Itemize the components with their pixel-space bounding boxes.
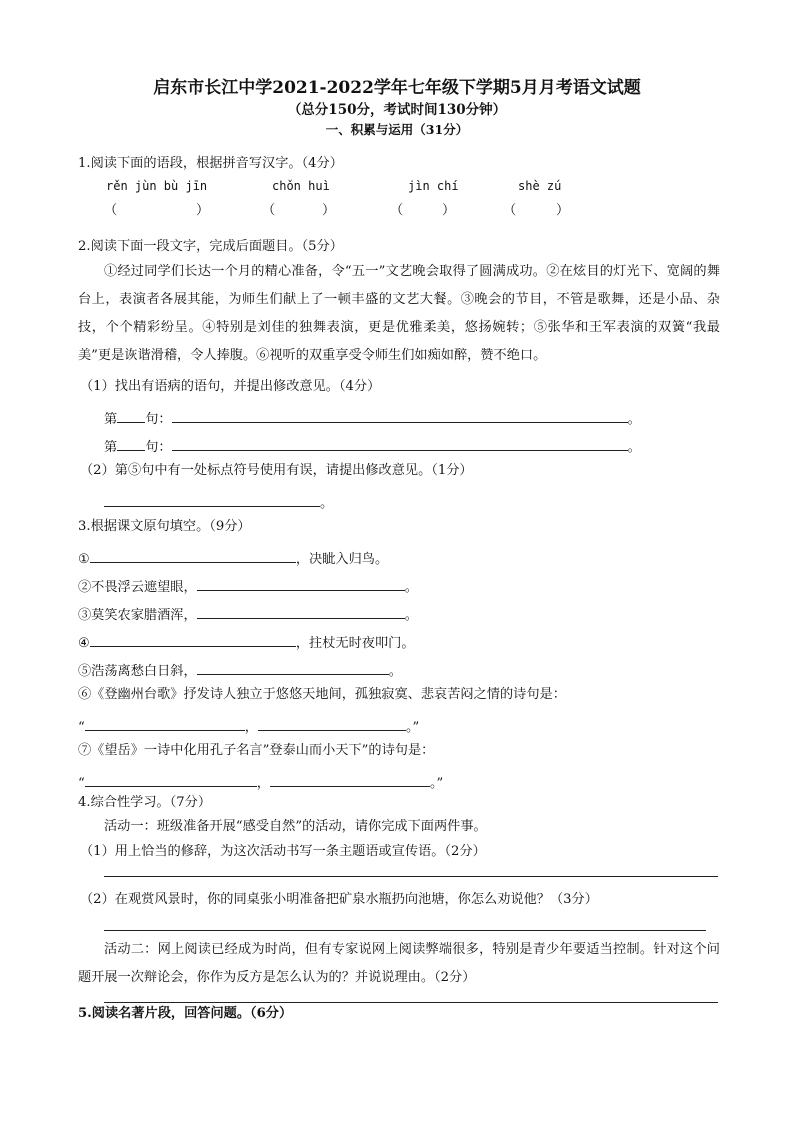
fill-blank[interactable] <box>197 660 389 675</box>
item-number: ① <box>78 552 90 567</box>
q1-pinyin-4: shè zú <box>518 179 562 193</box>
exam-title: 启东市长江中学2021-2022学年七年级下学期5月月考语文试题 <box>153 78 641 98</box>
fill-blank[interactable] <box>85 772 257 787</box>
q4-sub1: （1）用上恰当的修辞，为这次活动书写一条主题语或宣传语。（2分） <box>80 844 486 859</box>
item-text: ⑤浩荡离愁白日斜， <box>78 664 197 679</box>
q1-answer-close-1: ） <box>196 203 210 218</box>
q2-answer-line-1[interactable] <box>104 408 641 426</box>
comma: ， <box>244 720 258 735</box>
sentence-number-blank[interactable] <box>117 408 145 423</box>
q1-answer-close-3: ） <box>442 203 456 218</box>
line-period: 。 <box>627 412 641 427</box>
fill-blank[interactable] <box>197 604 405 619</box>
q4-sub2-answer-line[interactable] <box>104 930 706 931</box>
q1-stem: 1.阅读下面的语段，根据拼音写汉字。（4分） <box>78 156 343 171</box>
q3-item-7: ⑦《望岳》一诗中化用孔子名言”登泰山而小天下”的诗句是： <box>78 743 435 758</box>
q2-answer-line-2[interactable] <box>104 436 641 454</box>
item-text: ，拄杖无时夜叩门。 <box>295 636 415 651</box>
q1-pinyin-3: jìn chí <box>408 179 459 193</box>
q4-sub2: （2）在观赏风景时，你的同桌张小明准备把矿泉水瓶扔向池塘，你怎么劝说他？（3分） <box>80 892 598 907</box>
revision-blank[interactable] <box>172 408 628 423</box>
q4-sub1-answer-line[interactable] <box>104 876 718 877</box>
q3-item-3[interactable] <box>78 604 418 622</box>
fill-blank[interactable] <box>270 772 430 787</box>
quote-close: 。” <box>405 720 420 735</box>
q2-stem: 2.阅读下面一段文字，完成后面题目。（5分） <box>78 239 343 254</box>
fill-blank[interactable] <box>90 548 296 563</box>
item-text: ②不畏浮云遮望眼， <box>78 580 197 595</box>
q3-item-5[interactable] <box>78 660 402 678</box>
q3-item-7-answer[interactable] <box>78 772 443 790</box>
q3-item-2[interactable] <box>78 576 418 594</box>
q2-sub2: （2）第⑤句中有一处标点符号使用有误，请提出修改意见。（1分） <box>80 463 473 478</box>
line-prefix: 第 <box>104 412 118 427</box>
exam-subtitle: （总分150分，考试时间130分钟） <box>287 102 507 118</box>
line-mid: 句： <box>145 440 172 455</box>
item-period: 。 <box>404 580 418 595</box>
line-mid: 句： <box>145 412 172 427</box>
fill-blank[interactable] <box>197 576 405 591</box>
item-text: ③莫笑农家腊酒浑， <box>78 608 197 623</box>
q1-answer-open-4: （ <box>503 203 517 218</box>
fill-blank[interactable] <box>258 716 406 731</box>
section-heading: 一、积累与运用（31分） <box>325 122 469 137</box>
punctuation-blank[interactable] <box>104 492 320 507</box>
fill-blank[interactable] <box>90 632 296 647</box>
item-number: ④ <box>78 636 90 651</box>
q3-item-6-answer[interactable] <box>78 716 419 734</box>
q5-stem: 5.阅读名著片段，回答问题。（6分） <box>78 1006 293 1021</box>
q1-answer-open-3: （ <box>390 203 404 218</box>
item-period: 。 <box>404 608 418 623</box>
q3-item-4[interactable] <box>78 632 415 650</box>
q4-activity-1: 活动一：班级准备开展“感受自然”的活动，请你完成下面两件事。 <box>104 819 487 834</box>
q3-item-6: ⑥《登幽州台歌》抒发诗人独立于悠悠天地间，孤独寂寞、悲哀苦闷之情的诗句是： <box>78 687 566 702</box>
q1-answer-close-4: ） <box>556 203 570 218</box>
line-period: 。 <box>627 440 641 455</box>
item-period: 。 <box>388 664 402 679</box>
item-text: ，决眦入归鸟。 <box>295 552 389 567</box>
q1-pinyin-2: chǒn huì <box>272 179 330 193</box>
q4-stem: 4.综合性学习。（7分） <box>78 795 212 810</box>
q1-answer-open-1: （ <box>104 203 118 218</box>
quote-close: 。” <box>429 776 444 791</box>
q3-item-1[interactable] <box>78 548 388 566</box>
q2-passage: ①经过同学们长达一个月的精心准备，令“五一”文艺晚会取得了圆满成功。②在炫目的灯光下、宽阔的舞台上，表演者各展其能，为师生们献上了一顿丰盛的文艺大餐。③晚会的节目，不管是歌舞，还是小品、杂技，个个精彩纷呈。④特别是刘佳的独舞表演，更是优雅柔美，悠扬婉转；⑤张华和王军表演的双簧“我最美”更是诙谐滑稽，令人捧腹。⑥视听的双重享受令师生们如痴如醉，赞不绝口。 <box>78 264 720 363</box>
q2-sub2-answer[interactable] <box>104 492 333 510</box>
q1-answer-close-2: ） <box>322 203 336 218</box>
q4-activity2-answer-line[interactable] <box>104 1002 718 1003</box>
quote-open: “ <box>78 776 85 791</box>
line-prefix: 第 <box>104 440 118 455</box>
q2-sub1: （1）找出有语病的语句，并提出修改意见。（4分） <box>80 379 381 394</box>
q3-stem: 3.根据课文原句填空。（9分） <box>78 519 251 534</box>
q1-pinyin-1: rěn jùn bù jīn <box>106 179 208 193</box>
q4-activity-2: 活动二：网上阅读已经成为时尚，但有专家说网上阅读弊端很多，特别是青少年要适当控制。针对这个问题开展一次辩论会，你作为反方是怎么认为的？并说说理由。（2分） <box>78 942 720 985</box>
q1-answer-open-2: （ <box>262 203 276 218</box>
comma: ， <box>256 776 270 791</box>
fill-blank[interactable] <box>85 716 245 731</box>
revision-blank[interactable] <box>172 436 628 451</box>
line-period: 。 <box>320 496 334 511</box>
sentence-number-blank[interactable] <box>117 436 145 451</box>
quote-open: “ <box>78 720 85 735</box>
